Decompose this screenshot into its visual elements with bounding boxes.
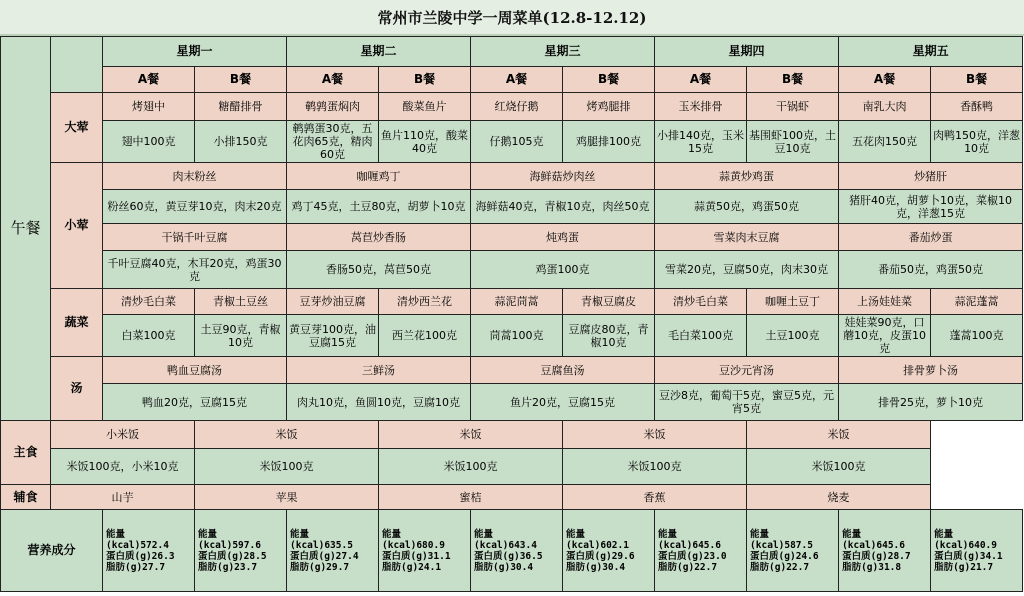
- small-dish2-name-row: [1, 224, 1023, 251]
- category-side: 辅食: [1, 485, 51, 510]
- dish-name: 莴苣炒香肠: [287, 224, 471, 251]
- nutrition-cell: [839, 510, 931, 592]
- dish-name: 蒜泥蓬蒿: [931, 289, 1023, 315]
- nutrition-cell: [931, 510, 1023, 592]
- dish-amount: 土豆90克，青椒10克: [195, 315, 287, 357]
- dish-name: 青椒豆腐皮: [563, 289, 655, 315]
- dish-amount: 娃娃菜90克，口蘑10克，皮蛋10克: [839, 315, 931, 357]
- energy-value: (kcal)643.4: [474, 539, 537, 551]
- dish-name: 排骨萝卜汤: [839, 357, 1023, 384]
- dish-amount: 西兰花100克: [379, 315, 471, 357]
- energy-value: (kcal)640.9: [934, 539, 997, 551]
- energy-label: 能量: [382, 528, 402, 540]
- energy-label: 能量: [474, 528, 494, 540]
- dish-name: 糖醋排骨: [195, 93, 287, 121]
- category-veg: 蔬菜: [51, 289, 103, 357]
- small-dish1-amount-row: [1, 190, 1023, 224]
- dish-name: 炖鸡蛋: [471, 224, 655, 251]
- dish-amount: 猪肝40克，胡萝卜10克，菜椒10克，洋葱15克: [839, 190, 1023, 224]
- dish-amount: 鸡腿排100克: [563, 121, 655, 163]
- dish-name: 青椒土豆丝: [195, 289, 287, 315]
- dish-amount: 米饭100克: [563, 449, 747, 485]
- nutrition-cell: [471, 510, 563, 592]
- dish-amount: 香肠50克，莴苣50克: [287, 251, 471, 289]
- dish-amount: 鹌鹑蛋30克，五花肉65克，精肉60克: [287, 121, 379, 163]
- nutrition-cell: [287, 510, 379, 592]
- dish-name: 鹌鹑蛋焖肉: [287, 93, 379, 121]
- meal-a-header: A餐: [287, 67, 379, 93]
- staple-name-row: [1, 421, 1023, 449]
- dish-name: 上汤娃娃菜: [839, 289, 931, 315]
- dish-amount: 海鲜菇40克，青椒10克，肉丝50克: [471, 190, 655, 224]
- side-item: 香蕉: [563, 485, 747, 510]
- protein-value: 蛋白质(g)28.5: [198, 550, 267, 562]
- dish-amount: 白菜100克: [103, 315, 195, 357]
- meal-type-row: [1, 67, 1023, 93]
- dish-name: 红烧仔鹅: [471, 93, 563, 121]
- dish-name: 小米饭: [51, 421, 195, 449]
- category-staple: 主食: [1, 421, 51, 485]
- dish-amount: 毛白菜100克: [655, 315, 747, 357]
- dish-amount: 肉丸10克，鱼圆10克，豆腐10克: [287, 384, 471, 421]
- dish-name: 玉米排骨: [655, 93, 747, 121]
- meal-a-header: A餐: [655, 67, 747, 93]
- dish-name: 蒜泥茼蒿: [471, 289, 563, 315]
- meal-b-header: B餐: [931, 67, 1023, 93]
- dish-name: 肉末粉丝: [103, 163, 287, 190]
- dish-name: 清炒西兰花: [379, 289, 471, 315]
- energy-label: 能量: [934, 528, 954, 540]
- energy-value: (kcal)602.1: [566, 539, 629, 551]
- corner-cell: [51, 37, 103, 93]
- dish-name: 炒猪肝: [839, 163, 1023, 190]
- dish-amount: 小排140克，玉米15克: [655, 121, 747, 163]
- meal-b-header: B餐: [563, 67, 655, 93]
- meal-a-header: A餐: [839, 67, 931, 93]
- dish-name: 海鲜菇炒肉丝: [471, 163, 655, 190]
- fat-value: 脂肪(g)21.7: [934, 561, 994, 573]
- meal-b-header: B餐: [195, 67, 287, 93]
- dish-name: 雪菜肉末豆腐: [655, 224, 839, 251]
- energy-label: 能量: [106, 528, 126, 540]
- veg-name-row: [1, 289, 1023, 315]
- energy-value: (kcal)572.4: [106, 539, 169, 551]
- energy-label: 能量: [566, 528, 586, 540]
- fat-value: 脂肪(g)30.4: [474, 561, 534, 573]
- dish-name: 蒜黄炒鸡蛋: [655, 163, 839, 190]
- energy-value: (kcal)645.6: [842, 539, 905, 551]
- side-row: [1, 485, 1023, 510]
- energy-value: (kcal)587.5: [750, 539, 813, 551]
- protein-value: 蛋白质(g)36.5: [474, 550, 543, 562]
- dish-amount: 千叶豆腐40克，木耳20克，鸡蛋30克: [103, 251, 287, 289]
- protein-value: 蛋白质(g)26.3: [106, 550, 175, 562]
- meal-a-header: A餐: [471, 67, 563, 93]
- energy-label: 能量: [290, 528, 310, 540]
- dish-amount: 鸡蛋100克: [471, 251, 655, 289]
- dish-amount: 翅中100克: [103, 121, 195, 163]
- dish-amount: 五花肉150克: [839, 121, 931, 163]
- day-header-row: [1, 37, 1023, 67]
- dish-amount: 鱼片110克，酸菜40克: [379, 121, 471, 163]
- veg-amount-row: [1, 315, 1023, 357]
- side-item: 烧麦: [747, 485, 931, 510]
- energy-label: 能量: [842, 528, 862, 540]
- protein-value: 蛋白质(g)31.1: [382, 550, 451, 562]
- dish-name: 米饭: [379, 421, 563, 449]
- dish-name: 豆腐鱼汤: [471, 357, 655, 384]
- day-header: 星期五: [839, 37, 1023, 67]
- fat-value: 脂肪(g)27.7: [106, 561, 166, 573]
- dish-name: 米饭: [747, 421, 931, 449]
- dish-amount: 米饭100克: [747, 449, 931, 485]
- nutrition-row: [1, 510, 1023, 592]
- dish-name: 豆芽炒油豆腐: [287, 289, 379, 315]
- dish-amount: 黄豆芽100克，油豆腐15克: [287, 315, 379, 357]
- nutrition-cell: [655, 510, 747, 592]
- dish-amount: 豆沙8克，葡萄干5克，蜜豆5克，元宵5克: [655, 384, 839, 421]
- day-header: 星期二: [287, 37, 471, 67]
- energy-value: (kcal)645.6: [658, 539, 721, 551]
- dish-name: 清炒毛白菜: [103, 289, 195, 315]
- nutrition-cell: [103, 510, 195, 592]
- category-main: 大荤: [51, 93, 103, 163]
- small-dish2-amount-row: [1, 251, 1023, 289]
- dish-amount: 基围虾100克，土豆10克: [747, 121, 839, 163]
- dish-amount: 鸡丁45克，土豆80克，胡萝卜10克: [287, 190, 471, 224]
- fat-value: 脂肪(g)22.7: [750, 561, 810, 573]
- fat-value: 脂肪(g)23.7: [198, 561, 258, 573]
- dish-name: 香酥鸭: [931, 93, 1023, 121]
- dish-amount: 鱼片20克，豆腐15克: [471, 384, 655, 421]
- meal-b-header: B餐: [747, 67, 839, 93]
- dish-name: 米饭: [195, 421, 379, 449]
- protein-value: 蛋白质(g)23.0: [658, 550, 727, 562]
- weekly-menu-table: [0, 36, 1023, 592]
- dish-name: 干锅千叶豆腐: [103, 224, 287, 251]
- dish-amount: 米饭100克，小米10克: [51, 449, 195, 485]
- dish-amount: 米饭100克: [195, 449, 379, 485]
- day-header: 星期三: [471, 37, 655, 67]
- fat-value: 脂肪(g)30.4: [566, 561, 626, 573]
- protein-value: 蛋白质(g)27.4: [290, 550, 359, 562]
- nutrition-cell: [747, 510, 839, 592]
- fat-value: 脂肪(g)31.8: [842, 561, 902, 573]
- energy-label: 能量: [750, 528, 770, 540]
- category-soup: 汤: [51, 357, 103, 421]
- nutrition-cell: [195, 510, 287, 592]
- dish-amount: 排骨25克，萝卜10克: [839, 384, 1023, 421]
- staple-amount-row: [1, 449, 1023, 485]
- dish-amount: 小排150克: [195, 121, 287, 163]
- side-item: 蜜桔: [379, 485, 563, 510]
- energy-value: (kcal)597.6: [198, 539, 261, 551]
- dish-amount: 番茄50克，鸡蛋50克: [839, 251, 1023, 289]
- dish-name: 番茄炒蛋: [839, 224, 1023, 251]
- side-item: 山芋: [51, 485, 195, 510]
- dish-name: 干锅虾: [747, 93, 839, 121]
- dish-name: 豆沙元宵汤: [655, 357, 839, 384]
- meal-a-header: A餐: [103, 67, 195, 93]
- protein-value: 蛋白质(g)28.7: [842, 550, 911, 562]
- dish-amount: 蒜黄50克，鸡蛋50克: [655, 190, 839, 224]
- fat-value: 脂肪(g)29.7: [290, 561, 350, 573]
- dish-amount: 米饭100克: [379, 449, 563, 485]
- page-title: 常州市兰陵中学一周菜单(12.8-12.12): [0, 0, 1024, 36]
- dish-name: 酸菜鱼片: [379, 93, 471, 121]
- lunch-label: 午餐: [1, 37, 51, 421]
- main-dish-amount-row: [1, 121, 1023, 163]
- dish-amount: 雪菜20克，豆腐50克，肉末30克: [655, 251, 839, 289]
- small-dish1-name-row: [1, 163, 1023, 190]
- meal-b-header: B餐: [379, 67, 471, 93]
- nutrition-label: 营养成分: [1, 510, 103, 592]
- soup-amount-row: [1, 384, 1023, 421]
- energy-label: 能量: [658, 528, 678, 540]
- side-item: 苹果: [195, 485, 379, 510]
- dish-amount: 粉丝60克，黄豆芽10克，肉末20克: [103, 190, 287, 224]
- nutrition-cell: [563, 510, 655, 592]
- dish-amount: 土豆100克: [747, 315, 839, 357]
- dish-amount: 鸭血20克，豆腐15克: [103, 384, 287, 421]
- soup-name-row: [1, 357, 1023, 384]
- fat-value: 脂肪(g)22.7: [658, 561, 718, 573]
- protein-value: 蛋白质(g)29.6: [566, 550, 635, 562]
- dish-name: 南乳大肉: [839, 93, 931, 121]
- energy-value: (kcal)635.5: [290, 539, 353, 551]
- energy-value: (kcal)680.9: [382, 539, 445, 551]
- dish-name: 鸭血豆腐汤: [103, 357, 287, 384]
- dish-amount: 仔鹅105克: [471, 121, 563, 163]
- main-dish-name-row: [1, 93, 1023, 121]
- dish-name: 米饭: [563, 421, 747, 449]
- dish-amount: 蓬蒿100克: [931, 315, 1023, 357]
- day-header: 星期四: [655, 37, 839, 67]
- dish-name: 清炒毛白菜: [655, 289, 747, 315]
- dish-name: 咖喱土豆丁: [747, 289, 839, 315]
- dish-name: 烤鸡腿排: [563, 93, 655, 121]
- dish-amount: 茼蒿100克: [471, 315, 563, 357]
- nutrition-cell: [379, 510, 471, 592]
- dish-name: 咖喱鸡丁: [287, 163, 471, 190]
- dish-amount: 豆腐皮80克，青椒10克: [563, 315, 655, 357]
- dish-name: 三鲜汤: [287, 357, 471, 384]
- dish-amount: 肉鸭150克，洋葱10克: [931, 121, 1023, 163]
- protein-value: 蛋白质(g)34.1: [934, 550, 1003, 562]
- fat-value: 脂肪(g)24.1: [382, 561, 442, 573]
- day-header: 星期一: [103, 37, 287, 67]
- category-small: 小荤: [51, 163, 103, 289]
- protein-value: 蛋白质(g)24.6: [750, 550, 819, 562]
- energy-label: 能量: [198, 528, 218, 540]
- dish-name: 烤翅中: [103, 93, 195, 121]
